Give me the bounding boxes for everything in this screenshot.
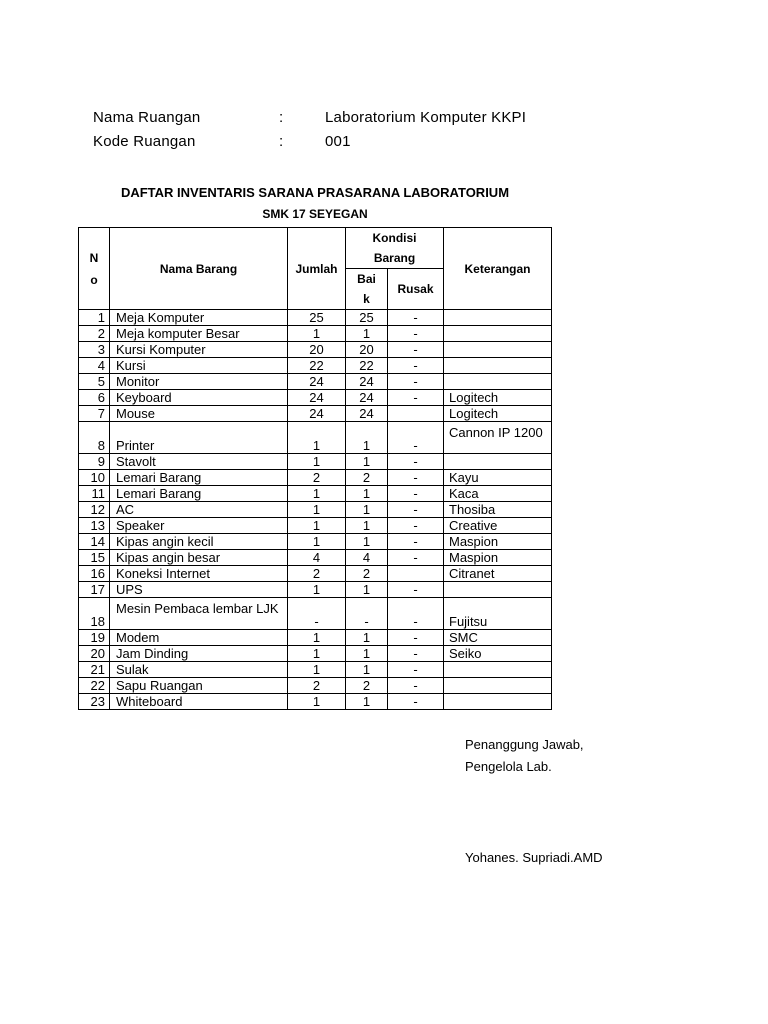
cell-baik: 1 bbox=[346, 694, 388, 710]
cell-baik: 2 bbox=[346, 678, 388, 694]
cell-baik: 1 bbox=[346, 630, 388, 646]
cell-keterangan: Kayu bbox=[444, 470, 552, 486]
cell-rusak: - bbox=[388, 598, 444, 630]
cell-rusak: - bbox=[388, 422, 444, 454]
table-row bbox=[79, 582, 552, 598]
cell-baik: 1 bbox=[346, 422, 388, 454]
cell-jumlah: 1 bbox=[288, 534, 346, 550]
cell-nama-barang: Monitor bbox=[110, 374, 288, 390]
signature-name: Yohanes. Supriadi.AMD bbox=[465, 850, 603, 865]
cell-rusak: - bbox=[388, 326, 444, 342]
header-no bbox=[79, 228, 110, 310]
cell-nama-barang: Whiteboard bbox=[110, 694, 288, 710]
cell-baik: - bbox=[346, 598, 388, 630]
table-row bbox=[79, 534, 552, 550]
cell-jumlah: 24 bbox=[288, 390, 346, 406]
cell-rusak: - bbox=[388, 534, 444, 550]
cell-jumlah: 22 bbox=[288, 358, 346, 374]
cell-keterangan: Kaca bbox=[444, 486, 552, 502]
header-no-line1: N bbox=[89, 250, 99, 265]
cell-nama-barang: Stavolt bbox=[110, 454, 288, 470]
cell-nama-barang: Keyboard bbox=[110, 390, 288, 406]
cell-baik: 1 bbox=[346, 582, 388, 598]
table-row bbox=[79, 694, 552, 710]
cell-jumlah: 1 bbox=[288, 694, 346, 710]
cell-baik: 1 bbox=[346, 454, 388, 470]
cell-no: 22 bbox=[79, 678, 110, 694]
signature-role-line1: Penanggung Jawab, bbox=[465, 737, 584, 752]
cell-keterangan: Creative bbox=[444, 518, 552, 534]
cell-jumlah: 25 bbox=[288, 310, 346, 326]
cell-baik: 2 bbox=[346, 470, 388, 486]
header-kondisi-barang bbox=[346, 228, 444, 269]
cell-rusak bbox=[388, 566, 444, 582]
inventory-table-header bbox=[79, 228, 552, 310]
cell-jumlah: 1 bbox=[288, 502, 346, 518]
cell-nama-barang: UPS bbox=[110, 582, 288, 598]
header-jumlah: Jumlah bbox=[288, 228, 346, 310]
table-row bbox=[79, 566, 552, 582]
cell-rusak: - bbox=[388, 694, 444, 710]
cell-jumlah: 1 bbox=[288, 454, 346, 470]
cell-baik: 2 bbox=[346, 566, 388, 582]
cell-nama-barang: Sapu Ruangan bbox=[110, 678, 288, 694]
cell-keterangan bbox=[444, 342, 552, 358]
cell-no: 4 bbox=[79, 358, 110, 374]
table-row bbox=[79, 342, 552, 358]
cell-keterangan bbox=[444, 326, 552, 342]
cell-nama-barang: Kursi bbox=[110, 358, 288, 374]
table-row bbox=[79, 358, 552, 374]
cell-nama-barang: Mesin Pembaca lembar LJK bbox=[110, 598, 288, 630]
cell-nama-barang: Kipas angin kecil bbox=[110, 534, 288, 550]
room-name-value: Laboratorium Komputer KKPI bbox=[325, 109, 527, 126]
table-row bbox=[79, 454, 552, 470]
table-row bbox=[79, 390, 552, 406]
cell-nama-barang: Meja komputer Besar bbox=[110, 326, 288, 342]
cell-no: 1 bbox=[79, 310, 110, 326]
cell-jumlah: 2 bbox=[288, 470, 346, 486]
cell-nama-barang: Modem bbox=[110, 630, 288, 646]
cell-jumlah: 2 bbox=[288, 678, 346, 694]
cell-no: 10 bbox=[79, 470, 110, 486]
header-kondisi-line1: Kondisi bbox=[372, 231, 417, 245]
cell-rusak: - bbox=[388, 358, 444, 374]
cell-no: 5 bbox=[79, 374, 110, 390]
cell-rusak: - bbox=[388, 646, 444, 662]
table-row bbox=[79, 486, 552, 502]
room-code-label: Kode Ruangan bbox=[93, 133, 196, 150]
cell-no: 11 bbox=[79, 486, 110, 502]
room-name-label: Nama Ruangan bbox=[93, 109, 201, 126]
cell-baik: 4 bbox=[346, 550, 388, 566]
cell-rusak: - bbox=[388, 678, 444, 694]
cell-no: 9 bbox=[79, 454, 110, 470]
inventory-table bbox=[78, 227, 552, 710]
cell-keterangan: Seiko bbox=[444, 646, 552, 662]
cell-baik: 24 bbox=[346, 390, 388, 406]
cell-jumlah: 1 bbox=[288, 662, 346, 678]
cell-rusak: - bbox=[388, 550, 444, 566]
room-code-value: 001 bbox=[325, 133, 351, 150]
cell-keterangan bbox=[444, 358, 552, 374]
cell-jumlah: 24 bbox=[288, 406, 346, 422]
cell-rusak: - bbox=[388, 502, 444, 518]
header-kondisi-line2: Barang bbox=[373, 251, 416, 265]
header-baik bbox=[346, 269, 388, 310]
table-row bbox=[79, 374, 552, 390]
cell-nama-barang: Sulak bbox=[110, 662, 288, 678]
cell-nama-barang: Meja Komputer bbox=[110, 310, 288, 326]
cell-rusak bbox=[388, 406, 444, 422]
cell-no: 12 bbox=[79, 502, 110, 518]
cell-no: 17 bbox=[79, 582, 110, 598]
cell-nama-barang: Kipas angin besar bbox=[110, 550, 288, 566]
cell-no: 6 bbox=[79, 390, 110, 406]
room-name-colon: : bbox=[279, 109, 284, 126]
cell-rusak: - bbox=[388, 454, 444, 470]
cell-keterangan: Cannon IP 1200 bbox=[444, 422, 552, 454]
cell-rusak: - bbox=[388, 310, 444, 326]
signature-role-line2: Pengelola Lab. bbox=[465, 759, 552, 774]
cell-nama-barang: Printer bbox=[110, 422, 288, 454]
cell-keterangan: Fujitsu bbox=[444, 598, 552, 630]
cell-rusak: - bbox=[388, 342, 444, 358]
cell-keterangan bbox=[444, 454, 552, 470]
cell-keterangan bbox=[444, 374, 552, 390]
cell-baik: 1 bbox=[346, 326, 388, 342]
cell-keterangan: SMC bbox=[444, 630, 552, 646]
cell-jumlah: 1 bbox=[288, 582, 346, 598]
cell-jumlah: 1 bbox=[288, 646, 346, 662]
cell-baik: 22 bbox=[346, 358, 388, 374]
cell-baik: 20 bbox=[346, 342, 388, 358]
cell-no: 2 bbox=[79, 326, 110, 342]
cell-rusak: - bbox=[388, 518, 444, 534]
cell-keterangan: Logitech bbox=[444, 406, 552, 422]
cell-jumlah: 1 bbox=[288, 326, 346, 342]
cell-rusak: - bbox=[388, 662, 444, 678]
cell-keterangan: Logitech bbox=[444, 390, 552, 406]
cell-rusak: - bbox=[388, 374, 444, 390]
cell-baik: 1 bbox=[346, 518, 388, 534]
document-subtitle: SMK 17 SEYEGAN bbox=[262, 207, 368, 221]
table-row bbox=[79, 502, 552, 518]
cell-jumlah: 1 bbox=[288, 422, 346, 454]
table-row bbox=[79, 470, 552, 486]
cell-nama-barang: Koneksi Internet bbox=[110, 566, 288, 582]
cell-no: 20 bbox=[79, 646, 110, 662]
cell-baik: 1 bbox=[346, 662, 388, 678]
cell-keterangan bbox=[444, 310, 552, 326]
header-nama-barang: Nama Barang bbox=[110, 228, 288, 310]
cell-jumlah: 24 bbox=[288, 374, 346, 390]
cell-nama-barang: AC bbox=[110, 502, 288, 518]
cell-jumlah: - bbox=[288, 598, 346, 630]
cell-baik: 1 bbox=[346, 502, 388, 518]
cell-keterangan: Thosiba bbox=[444, 502, 552, 518]
table-row bbox=[79, 550, 552, 566]
cell-nama-barang: Kursi Komputer bbox=[110, 342, 288, 358]
cell-jumlah: 1 bbox=[288, 486, 346, 502]
cell-nama-barang: Speaker bbox=[110, 518, 288, 534]
cell-nama-barang: Lemari Barang bbox=[110, 486, 288, 502]
cell-baik: 24 bbox=[346, 374, 388, 390]
cell-jumlah: 1 bbox=[288, 518, 346, 534]
header-baik-line2: k bbox=[363, 292, 370, 306]
cell-no: 8 bbox=[79, 422, 110, 454]
cell-no: 3 bbox=[79, 342, 110, 358]
cell-no: 19 bbox=[79, 630, 110, 646]
table-row bbox=[79, 646, 552, 662]
inventory-table-body bbox=[79, 310, 552, 710]
header-baik-line1: Bai bbox=[357, 272, 376, 286]
cell-no: 16 bbox=[79, 566, 110, 582]
table-row bbox=[79, 598, 552, 630]
table-row bbox=[79, 406, 552, 422]
cell-no: 15 bbox=[79, 550, 110, 566]
table-row bbox=[79, 310, 552, 326]
cell-baik: 1 bbox=[346, 534, 388, 550]
cell-rusak: - bbox=[388, 486, 444, 502]
cell-no: 14 bbox=[79, 534, 110, 550]
cell-rusak: - bbox=[388, 582, 444, 598]
header-no-line2: o bbox=[90, 272, 98, 287]
cell-keterangan bbox=[444, 678, 552, 694]
cell-no: 7 bbox=[79, 406, 110, 422]
cell-nama-barang: Lemari Barang bbox=[110, 470, 288, 486]
cell-no: 21 bbox=[79, 662, 110, 678]
cell-jumlah: 2 bbox=[288, 566, 346, 582]
cell-keterangan: Citranet bbox=[444, 566, 552, 582]
cell-nama-barang: Mouse bbox=[110, 406, 288, 422]
cell-rusak: - bbox=[388, 390, 444, 406]
cell-nama-barang: Jam Dinding bbox=[110, 646, 288, 662]
table-row bbox=[79, 662, 552, 678]
room-code-colon: : bbox=[279, 133, 284, 150]
cell-keterangan: Maspion bbox=[444, 534, 552, 550]
cell-rusak: - bbox=[388, 630, 444, 646]
header-keterangan: Keterangan bbox=[444, 228, 552, 310]
cell-no: 13 bbox=[79, 518, 110, 534]
cell-keterangan bbox=[444, 582, 552, 598]
cell-baik: 1 bbox=[346, 486, 388, 502]
cell-jumlah: 1 bbox=[288, 630, 346, 646]
table-row bbox=[79, 326, 552, 342]
cell-baik: 24 bbox=[346, 406, 388, 422]
cell-rusak: - bbox=[388, 470, 444, 486]
cell-keterangan bbox=[444, 662, 552, 678]
cell-baik: 25 bbox=[346, 310, 388, 326]
cell-keterangan bbox=[444, 694, 552, 710]
table-row bbox=[79, 422, 552, 454]
cell-no: 23 bbox=[79, 694, 110, 710]
document-title: DAFTAR INVENTARIS SARANA PRASARANA LABORATORIUM bbox=[120, 185, 510, 200]
cell-no: 18 bbox=[79, 598, 110, 630]
cell-keterangan: Maspion bbox=[444, 550, 552, 566]
cell-jumlah: 20 bbox=[288, 342, 346, 358]
cell-jumlah: 4 bbox=[288, 550, 346, 566]
table-row bbox=[79, 630, 552, 646]
cell-baik: 1 bbox=[346, 646, 388, 662]
table-row bbox=[79, 678, 552, 694]
header-rusak: Rusak bbox=[388, 269, 444, 310]
table-row bbox=[79, 518, 552, 534]
